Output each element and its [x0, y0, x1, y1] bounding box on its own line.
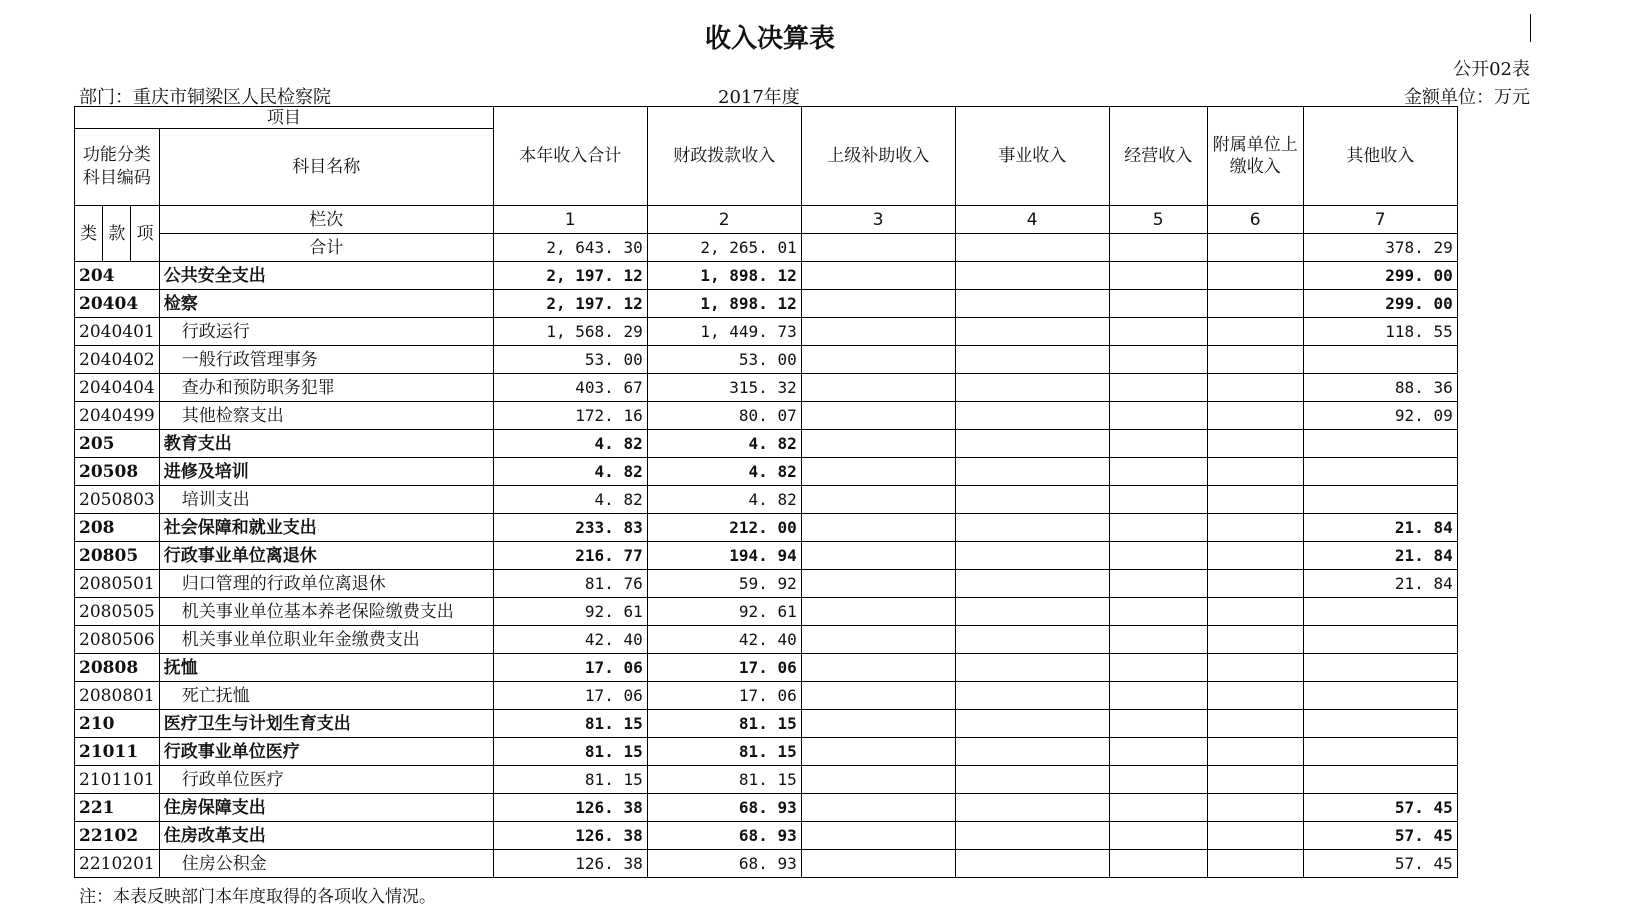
- row-value-2: 59. 92: [647, 570, 801, 598]
- row-value-6: [1207, 654, 1303, 682]
- row-value-1: 53. 00: [493, 346, 647, 374]
- row-name: 住房改革支出: [159, 822, 493, 850]
- row-value-7: [1303, 458, 1457, 486]
- row-value-4: [955, 654, 1109, 682]
- row-code: 2080506: [75, 626, 160, 654]
- col-number-3: 3: [801, 206, 955, 234]
- row-value-1: 403. 67: [493, 374, 647, 402]
- row-value-7: [1303, 654, 1457, 682]
- row-value-7: 21. 84: [1303, 514, 1457, 542]
- row-value-1: 2, 197. 12: [493, 262, 647, 290]
- row-code: 205: [75, 430, 160, 458]
- row-value-1: 17. 06: [493, 682, 647, 710]
- row-code: 20404: [75, 290, 160, 318]
- total-cell-6: [1207, 234, 1303, 262]
- row-code: 2080801: [75, 682, 160, 710]
- row-name: 抚恤: [159, 654, 493, 682]
- table-row: [75, 766, 1458, 794]
- row-value-1: 172. 16: [493, 402, 647, 430]
- row-value-6: [1207, 626, 1303, 654]
- row-value-6: [1207, 542, 1303, 570]
- table-row: [75, 486, 1458, 514]
- table-row: [75, 402, 1458, 430]
- row-value-4: [955, 290, 1109, 318]
- row-value-2: 212. 00: [647, 514, 801, 542]
- header-subject-name: 科目名称: [159, 129, 493, 206]
- col-header-3: 上级补助收入: [801, 107, 955, 206]
- row-value-4: [955, 710, 1109, 738]
- row-code: 208: [75, 514, 160, 542]
- row-value-7: [1303, 710, 1457, 738]
- row-name: 医疗卫生与计划生育支出: [159, 710, 493, 738]
- row-value-6: [1207, 318, 1303, 346]
- row-value-5: [1109, 346, 1207, 374]
- row-value-1: 126. 38: [493, 822, 647, 850]
- row-code: 20508: [75, 458, 160, 486]
- table-note: 注：本表反映部门本年度取得的各项收入情况。: [79, 887, 436, 907]
- row-value-5: [1109, 402, 1207, 430]
- row-name: 行政运行: [159, 318, 493, 346]
- row-name: 死亡抚恤: [159, 682, 493, 710]
- page-edge-line: [1530, 14, 1531, 42]
- total-cell-3: [801, 234, 955, 262]
- col-number-7: 7: [1303, 206, 1457, 234]
- col-number-1: 1: [493, 206, 647, 234]
- row-name: 住房保障支出: [159, 794, 493, 822]
- col-header-4: 事业收入: [955, 107, 1109, 206]
- row-value-5: [1109, 290, 1207, 318]
- row-value-3: [801, 402, 955, 430]
- row-value-5: [1109, 710, 1207, 738]
- row-value-5: [1109, 570, 1207, 598]
- department-label: 部门：重庆市铜梁区人民检察院: [79, 87, 331, 108]
- row-value-7: [1303, 486, 1457, 514]
- row-value-6: [1207, 794, 1303, 822]
- row-value-4: [955, 374, 1109, 402]
- row-name: 归口管理的行政单位离退休: [159, 570, 493, 598]
- row-value-6: [1207, 598, 1303, 626]
- row-value-2: 80. 07: [647, 402, 801, 430]
- row-value-2: 68. 93: [647, 794, 801, 822]
- row-code: 20808: [75, 654, 160, 682]
- row-value-2: 68. 93: [647, 850, 801, 878]
- row-value-3: [801, 766, 955, 794]
- row-value-2: 1, 449. 73: [647, 318, 801, 346]
- row-value-4: [955, 318, 1109, 346]
- row-code: 204: [75, 262, 160, 290]
- table-row: [75, 794, 1458, 822]
- row-value-3: [801, 514, 955, 542]
- row-value-5: [1109, 850, 1207, 878]
- row-value-1: 17. 06: [493, 654, 647, 682]
- table-row: [75, 654, 1458, 682]
- header-xiang: 项: [131, 206, 159, 262]
- table-row: [75, 542, 1458, 570]
- row-value-7: 57. 45: [1303, 794, 1457, 822]
- row-code: 20805: [75, 542, 160, 570]
- row-value-3: [801, 710, 955, 738]
- row-value-4: [955, 682, 1109, 710]
- header-func-code: 功能分类科目编码: [75, 129, 160, 206]
- row-code: 2040401: [75, 318, 160, 346]
- row-value-5: [1109, 822, 1207, 850]
- row-value-2: 81. 15: [647, 738, 801, 766]
- row-value-4: [955, 346, 1109, 374]
- row-value-3: [801, 850, 955, 878]
- row-name: 机关事业单位职业年金缴费支出: [159, 626, 493, 654]
- row-value-7: [1303, 430, 1457, 458]
- row-value-4: [955, 598, 1109, 626]
- row-value-2: 17. 06: [647, 654, 801, 682]
- fiscal-year: 2017年度: [718, 87, 800, 108]
- row-value-7: 57. 45: [1303, 850, 1457, 878]
- row-value-6: [1207, 262, 1303, 290]
- row-value-2: 81. 15: [647, 710, 801, 738]
- table-row: [75, 514, 1458, 542]
- row-name: 行政事业单位医疗: [159, 738, 493, 766]
- row-value-4: [955, 626, 1109, 654]
- row-value-3: [801, 738, 955, 766]
- row-code: 2040404: [75, 374, 160, 402]
- header-lei: 类: [75, 206, 103, 262]
- col-number-5: 5: [1109, 206, 1207, 234]
- row-value-3: [801, 570, 955, 598]
- table-row: [75, 346, 1458, 374]
- row-value-4: [955, 542, 1109, 570]
- table-row: [75, 262, 1458, 290]
- row-value-1: 233. 83: [493, 514, 647, 542]
- row-value-6: [1207, 458, 1303, 486]
- row-value-6: [1207, 850, 1303, 878]
- row-value-5: [1109, 738, 1207, 766]
- row-value-2: 4. 82: [647, 430, 801, 458]
- table-row: [75, 850, 1458, 878]
- row-code: 2080501: [75, 570, 160, 598]
- row-value-7: 21. 84: [1303, 542, 1457, 570]
- row-value-2: 68. 93: [647, 822, 801, 850]
- row-value-1: 1, 568. 29: [493, 318, 647, 346]
- row-value-6: [1207, 738, 1303, 766]
- table-row: [75, 626, 1458, 654]
- row-value-4: [955, 766, 1109, 794]
- table-row: [75, 598, 1458, 626]
- row-value-7: 118. 55: [1303, 318, 1457, 346]
- row-value-3: [801, 486, 955, 514]
- col-number-2: 2: [647, 206, 801, 234]
- row-value-3: [801, 374, 955, 402]
- row-name: 其他检察支出: [159, 402, 493, 430]
- row-value-7: [1303, 626, 1457, 654]
- row-name: 公共安全支出: [159, 262, 493, 290]
- row-value-5: [1109, 486, 1207, 514]
- row-value-5: [1109, 458, 1207, 486]
- row-value-6: [1207, 402, 1303, 430]
- total-cell-1: 2, 643. 30: [493, 234, 647, 262]
- row-value-4: [955, 794, 1109, 822]
- row-value-5: [1109, 766, 1207, 794]
- row-value-2: 1, 898. 12: [647, 290, 801, 318]
- row-value-1: 81. 15: [493, 710, 647, 738]
- row-value-4: [955, 262, 1109, 290]
- row-name: 行政单位医疗: [159, 766, 493, 794]
- row-value-4: [955, 514, 1109, 542]
- row-value-3: [801, 458, 955, 486]
- row-value-7: 299. 00: [1303, 262, 1457, 290]
- row-value-1: 126. 38: [493, 794, 647, 822]
- row-name: 一般行政管理事务: [159, 346, 493, 374]
- row-value-6: [1207, 766, 1303, 794]
- row-value-3: [801, 794, 955, 822]
- row-value-7: 21. 84: [1303, 570, 1457, 598]
- row-value-5: [1109, 598, 1207, 626]
- row-value-5: [1109, 430, 1207, 458]
- row-value-7: [1303, 682, 1457, 710]
- row-value-1: 4. 82: [493, 458, 647, 486]
- row-value-6: [1207, 682, 1303, 710]
- row-name: 机关事业单位基本养老保险缴费支出: [159, 598, 493, 626]
- row-value-4: [955, 430, 1109, 458]
- row-value-1: 81. 15: [493, 738, 647, 766]
- total-cell-7: 378. 29: [1303, 234, 1457, 262]
- row-value-1: 4. 82: [493, 486, 647, 514]
- row-value-6: [1207, 822, 1303, 850]
- row-value-2: 194. 94: [647, 542, 801, 570]
- header-kuan: 款: [103, 206, 131, 262]
- row-code: 22102: [75, 822, 160, 850]
- row-value-3: [801, 598, 955, 626]
- row-value-3: [801, 430, 955, 458]
- row-code: 2040499: [75, 402, 160, 430]
- row-name: 查办和预防职务犯罪: [159, 374, 493, 402]
- row-value-3: [801, 262, 955, 290]
- row-code: 2080505: [75, 598, 160, 626]
- row-value-6: [1207, 710, 1303, 738]
- row-value-1: 92. 61: [493, 598, 647, 626]
- row-code: 21011: [75, 738, 160, 766]
- row-value-5: [1109, 654, 1207, 682]
- table-row: [75, 290, 1458, 318]
- row-value-6: [1207, 486, 1303, 514]
- row-value-3: [801, 346, 955, 374]
- row-value-2: 42. 40: [647, 626, 801, 654]
- header-lanci: 栏次: [159, 206, 493, 234]
- row-value-6: [1207, 570, 1303, 598]
- table-row: [75, 570, 1458, 598]
- row-value-6: [1207, 430, 1303, 458]
- row-value-3: [801, 318, 955, 346]
- row-code: 2101101: [75, 766, 160, 794]
- row-value-2: 1, 898. 12: [647, 262, 801, 290]
- row-name: 社会保障和就业支出: [159, 514, 493, 542]
- row-value-4: [955, 486, 1109, 514]
- row-value-2: 81. 15: [647, 766, 801, 794]
- table-row: [75, 374, 1458, 402]
- col-header-7: 其他收入: [1303, 107, 1457, 206]
- table-row: [75, 738, 1458, 766]
- row-value-2: 92. 61: [647, 598, 801, 626]
- row-name: 进修及培训: [159, 458, 493, 486]
- report-title: 收入决算表: [704, 24, 835, 54]
- header-project: 项目: [75, 107, 494, 129]
- row-value-6: [1207, 290, 1303, 318]
- row-value-7: 92. 09: [1303, 402, 1457, 430]
- row-value-3: [801, 654, 955, 682]
- row-value-6: [1207, 514, 1303, 542]
- col-header-6: 附属单位上缴收入: [1207, 107, 1303, 206]
- row-value-1: 216. 77: [493, 542, 647, 570]
- row-value-5: [1109, 682, 1207, 710]
- row-value-1: 81. 15: [493, 766, 647, 794]
- row-value-5: [1109, 514, 1207, 542]
- total-label: 合计: [159, 234, 493, 262]
- row-value-2: 315. 32: [647, 374, 801, 402]
- total-cell-4: [955, 234, 1109, 262]
- row-value-7: [1303, 598, 1457, 626]
- col-number-6: 6: [1207, 206, 1303, 234]
- row-value-3: [801, 542, 955, 570]
- row-value-3: [801, 290, 955, 318]
- row-value-1: 42. 40: [493, 626, 647, 654]
- table-row: [75, 318, 1458, 346]
- row-value-5: [1109, 262, 1207, 290]
- row-value-5: [1109, 374, 1207, 402]
- form-number: 公开02表: [1453, 59, 1530, 80]
- row-code: 210: [75, 710, 160, 738]
- row-code: 2040402: [75, 346, 160, 374]
- col-number-4: 4: [955, 206, 1109, 234]
- row-code: 2210201: [75, 850, 160, 878]
- row-name: 住房公积金: [159, 850, 493, 878]
- row-value-6: [1207, 374, 1303, 402]
- row-value-5: [1109, 318, 1207, 346]
- row-value-6: [1207, 346, 1303, 374]
- row-code: 221: [75, 794, 160, 822]
- table-row: [75, 682, 1458, 710]
- row-value-4: [955, 850, 1109, 878]
- row-value-3: [801, 682, 955, 710]
- row-value-7: 88. 36: [1303, 374, 1457, 402]
- income-table: [74, 106, 1458, 878]
- row-value-4: [955, 738, 1109, 766]
- row-value-2: 53. 00: [647, 346, 801, 374]
- row-value-7: 299. 00: [1303, 290, 1457, 318]
- row-name: 行政事业单位离退休: [159, 542, 493, 570]
- table-row: [75, 458, 1458, 486]
- row-name: 培训支出: [159, 486, 493, 514]
- row-value-4: [955, 402, 1109, 430]
- row-name: 教育支出: [159, 430, 493, 458]
- table-row: [75, 430, 1458, 458]
- col-header-1: 本年收入合计: [493, 107, 647, 206]
- row-value-1: 126. 38: [493, 850, 647, 878]
- amount-unit: 金额单位：万元: [1404, 87, 1530, 108]
- col-header-2: 财政拨款收入: [647, 107, 801, 206]
- row-value-4: [955, 822, 1109, 850]
- total-cell-2: 2, 265. 01: [647, 234, 801, 262]
- row-value-7: [1303, 346, 1457, 374]
- row-value-4: [955, 570, 1109, 598]
- row-value-5: [1109, 626, 1207, 654]
- col-header-5: 经营收入: [1109, 107, 1207, 206]
- row-value-7: 57. 45: [1303, 822, 1457, 850]
- row-value-1: 4. 82: [493, 430, 647, 458]
- row-value-7: [1303, 766, 1457, 794]
- row-value-3: [801, 626, 955, 654]
- row-name: 检察: [159, 290, 493, 318]
- row-value-7: [1303, 738, 1457, 766]
- row-value-2: 17. 06: [647, 682, 801, 710]
- row-value-5: [1109, 542, 1207, 570]
- row-value-5: [1109, 794, 1207, 822]
- row-value-4: [955, 458, 1109, 486]
- row-value-2: 4. 82: [647, 458, 801, 486]
- row-value-1: 2, 197. 12: [493, 290, 647, 318]
- row-value-3: [801, 822, 955, 850]
- total-cell-5: [1109, 234, 1207, 262]
- row-value-2: 4. 82: [647, 486, 801, 514]
- table-row: [75, 710, 1458, 738]
- table-row: [75, 822, 1458, 850]
- row-code: 2050803: [75, 486, 160, 514]
- row-value-1: 81. 76: [493, 570, 647, 598]
